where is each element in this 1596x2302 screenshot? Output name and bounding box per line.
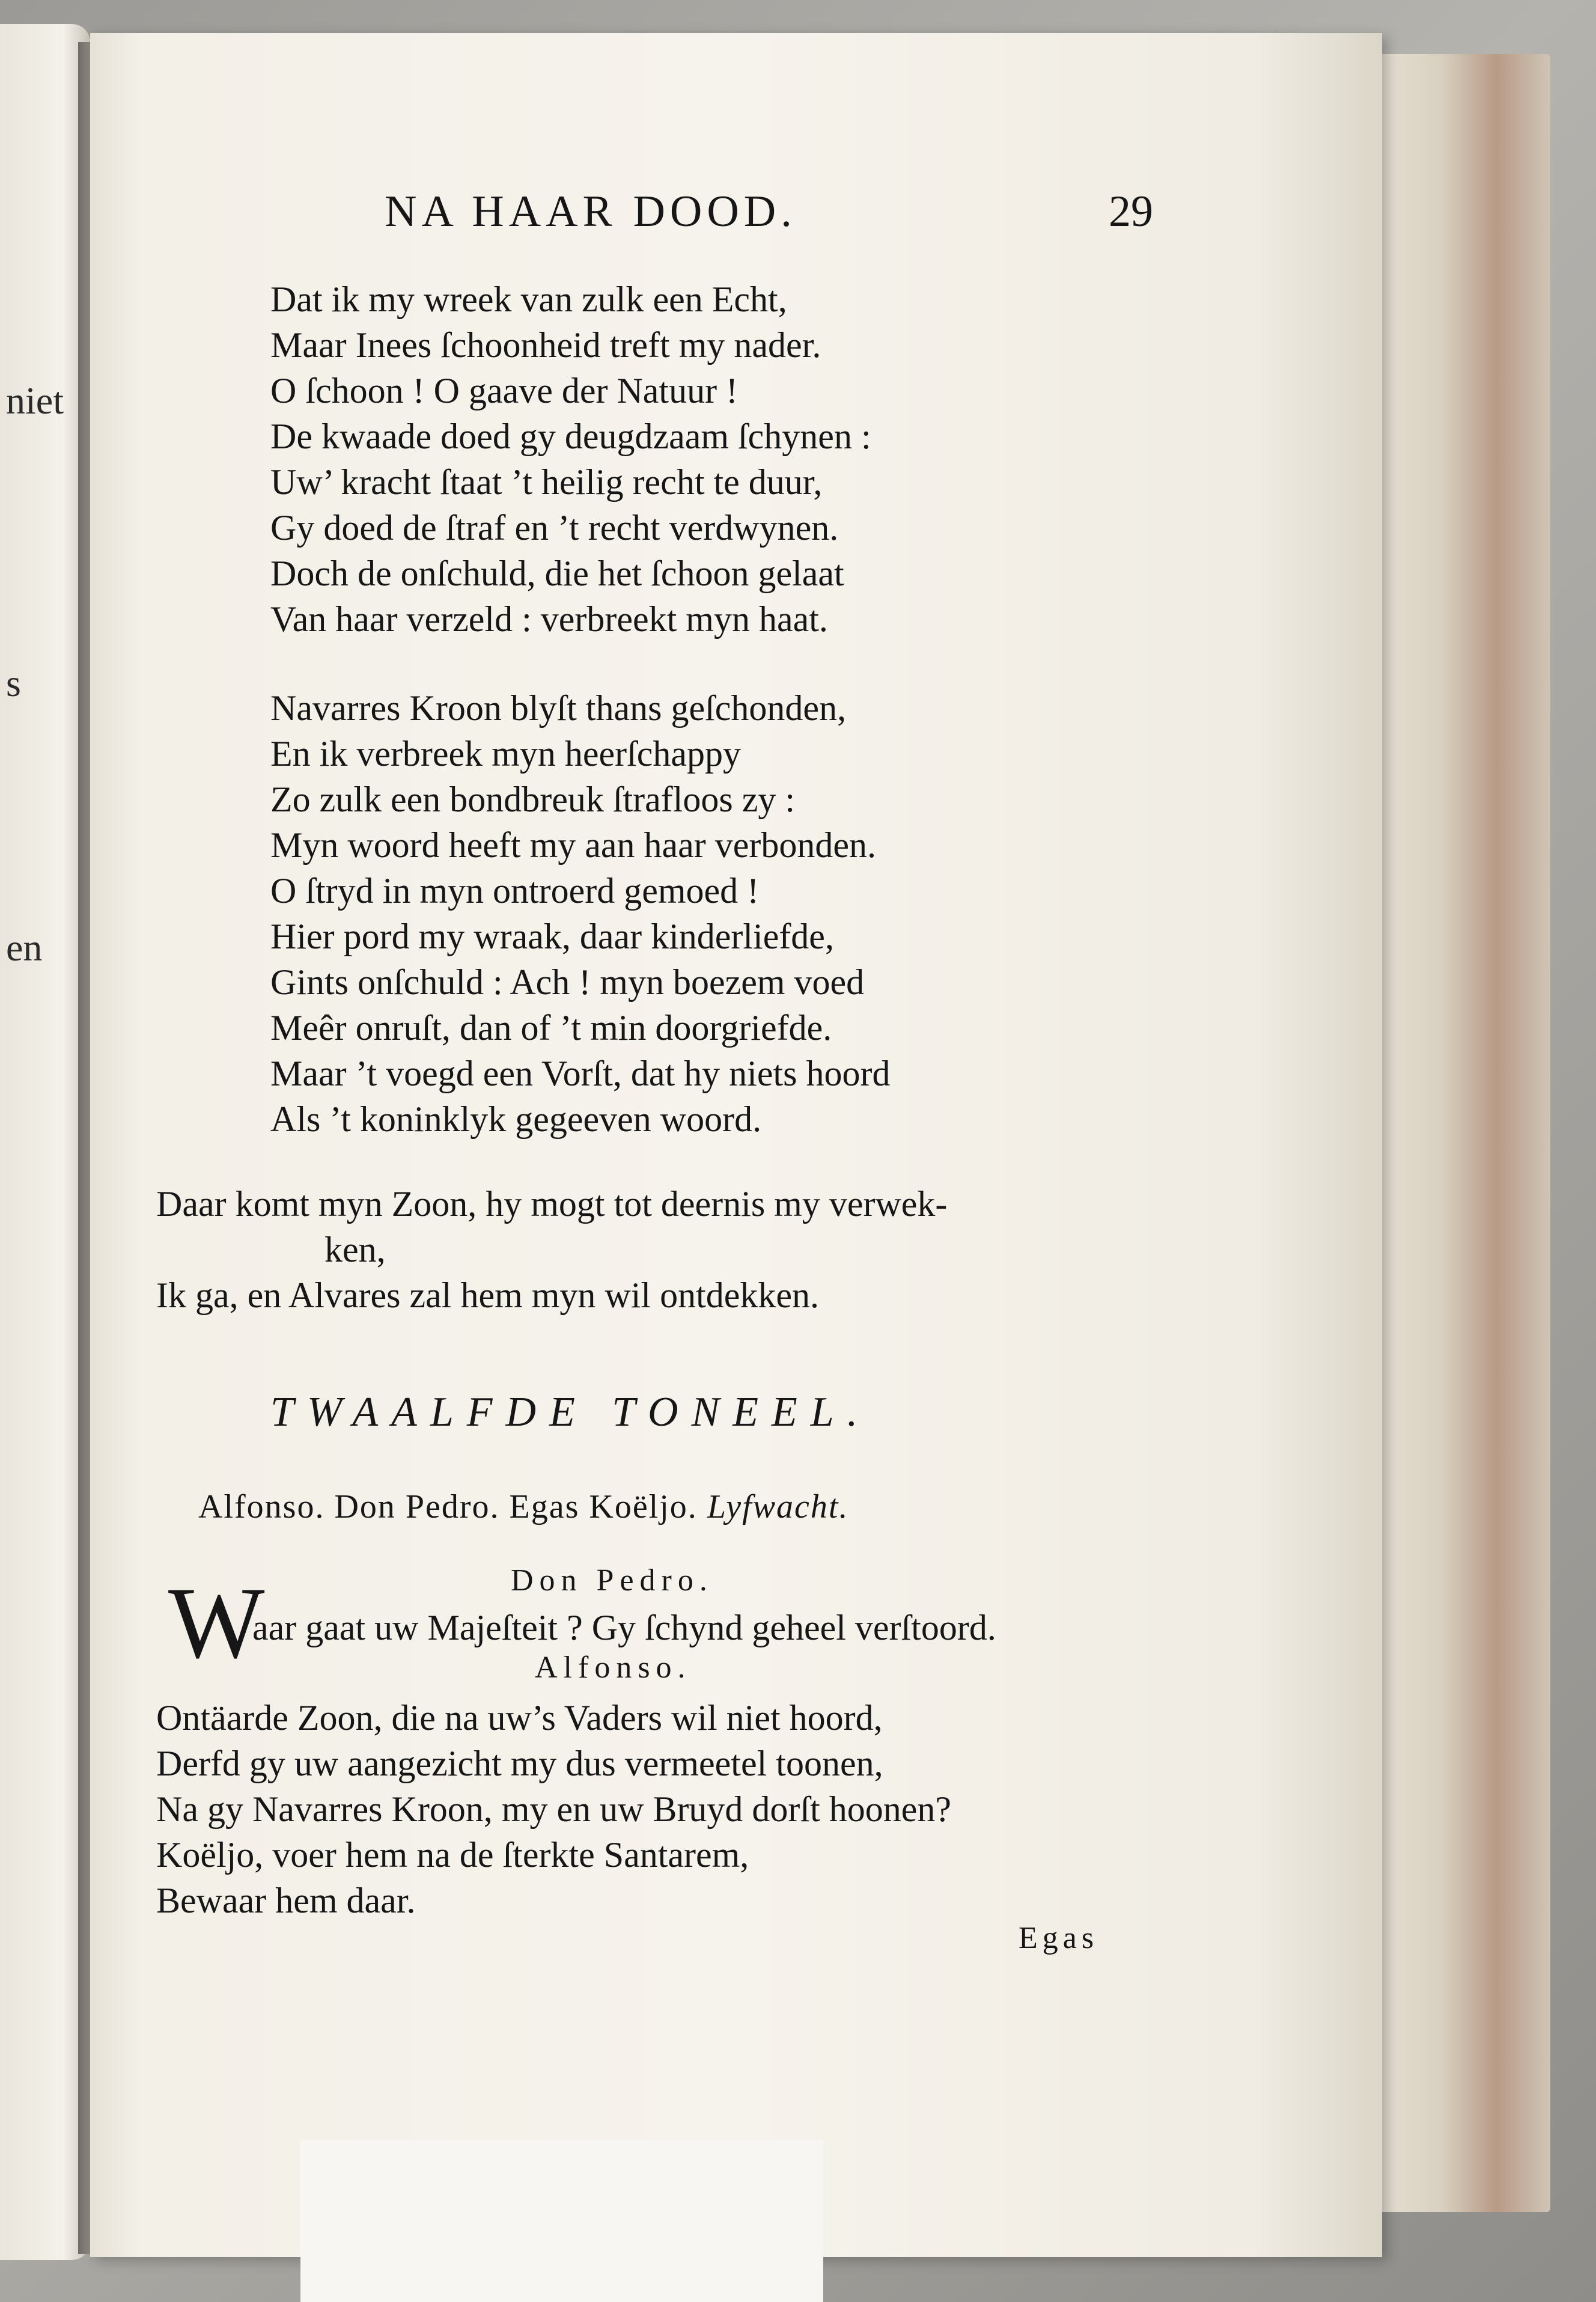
verse-line: Daar komt myn Zoon, hy mogt tot deernis my verwek- [156, 1184, 948, 1224]
verse-line: Maar Inees ſchoonheid treft my nader. [270, 325, 821, 365]
verse-line: ken, [324, 1230, 386, 1269]
running-header: NA HAAR DOOD. [385, 187, 797, 236]
speaker-label: Alfonso. [535, 1650, 692, 1685]
verse-line: Derfd gy uw aangezicht my dus vermeetel toonen, [156, 1744, 883, 1783]
verse-line: Dat ik my wreek van zulk een Echt, [270, 279, 787, 319]
verse-line: Als ’t koninklyk gegeeven woord. [270, 1099, 762, 1139]
cast-extra: Lyfwacht. [707, 1488, 849, 1525]
left-page [0, 24, 90, 2260]
verse-line: Gints onſchuld : Ach ! myn boezem voed [270, 962, 865, 1002]
verse-line: aar gaat uw Majeſteit ? Gy ſchynd geheel verſtoord. [252, 1608, 996, 1647]
verse-line: Bewaar hem daar. [156, 1881, 416, 1920]
verse-line: Meêr onruſt, dan of ’t min doorgriefde. [270, 1008, 832, 1048]
verse-line: Ontäarde Zoon, die na uw’s Vaders wil niet hoord, [156, 1698, 883, 1738]
verse-line: De kwaade doed gy deugdzaam ſchynen : [270, 417, 871, 456]
catchword: Egas [1019, 1921, 1099, 1955]
verse-line: Doch de onſchuld, die het ſchoon gelaat [270, 554, 844, 593]
page-edges [1370, 54, 1550, 2212]
left-page-fragment: en [6, 926, 43, 969]
verse-line: O ſchoon ! O gaave der Natuur ! [270, 371, 739, 411]
verse-line: Zo zulk een bondbreuk ſtrafloos zy : [270, 780, 796, 819]
speaker-label: Don Pedro. [511, 1563, 713, 1598]
verse-line: Na gy Navarres Kroon, my en uw Bruyd dorſt hoonen? [156, 1789, 952, 1829]
cast-names: Alfonso. Don Pedro. Egas Koëljo. [198, 1488, 698, 1525]
redaction-patch [300, 2140, 823, 2302]
verse-line: Uw’ kracht ſtaat ’t heilig recht te duur, [270, 462, 823, 502]
scene-heading: TWAALFDE TONEEL. [270, 1389, 871, 1435]
verse-line: Navarres Kroon blyſt thans geſchonden, [270, 688, 847, 728]
verse-line: Ik ga, en Alvares zal hem myn wil ontdekken. [156, 1275, 820, 1315]
drop-cap: W [168, 1566, 265, 1679]
left-page-fragment: s [6, 662, 21, 704]
verse-line: Hier pord my wraak, daar kinderliefde, [270, 917, 834, 956]
verse-line: Koëljo, voer hem na de ſterkte Santarem, [156, 1835, 749, 1875]
left-page-fragment: niet [6, 379, 64, 422]
page-number: 29 [1109, 187, 1153, 236]
right-page [90, 33, 1382, 2257]
verse-line: Maar ’t voegd een Vorſt, dat hy niets hoord [270, 1054, 891, 1093]
cast-list [198, 1488, 848, 1526]
verse-line: O ſtryd in myn ontroerd gemoed ! [270, 871, 760, 911]
verse-line: Van haar verzeld : verbreekt myn haat. [270, 599, 828, 639]
verse-line: Gy doed de ſtraf en ’t recht verdwynen. [270, 508, 839, 548]
verse-line: Myn woord heeft my aan haar verbonden. [270, 825, 876, 865]
verse-line: En ik verbreek myn heerſchappy [270, 734, 742, 774]
